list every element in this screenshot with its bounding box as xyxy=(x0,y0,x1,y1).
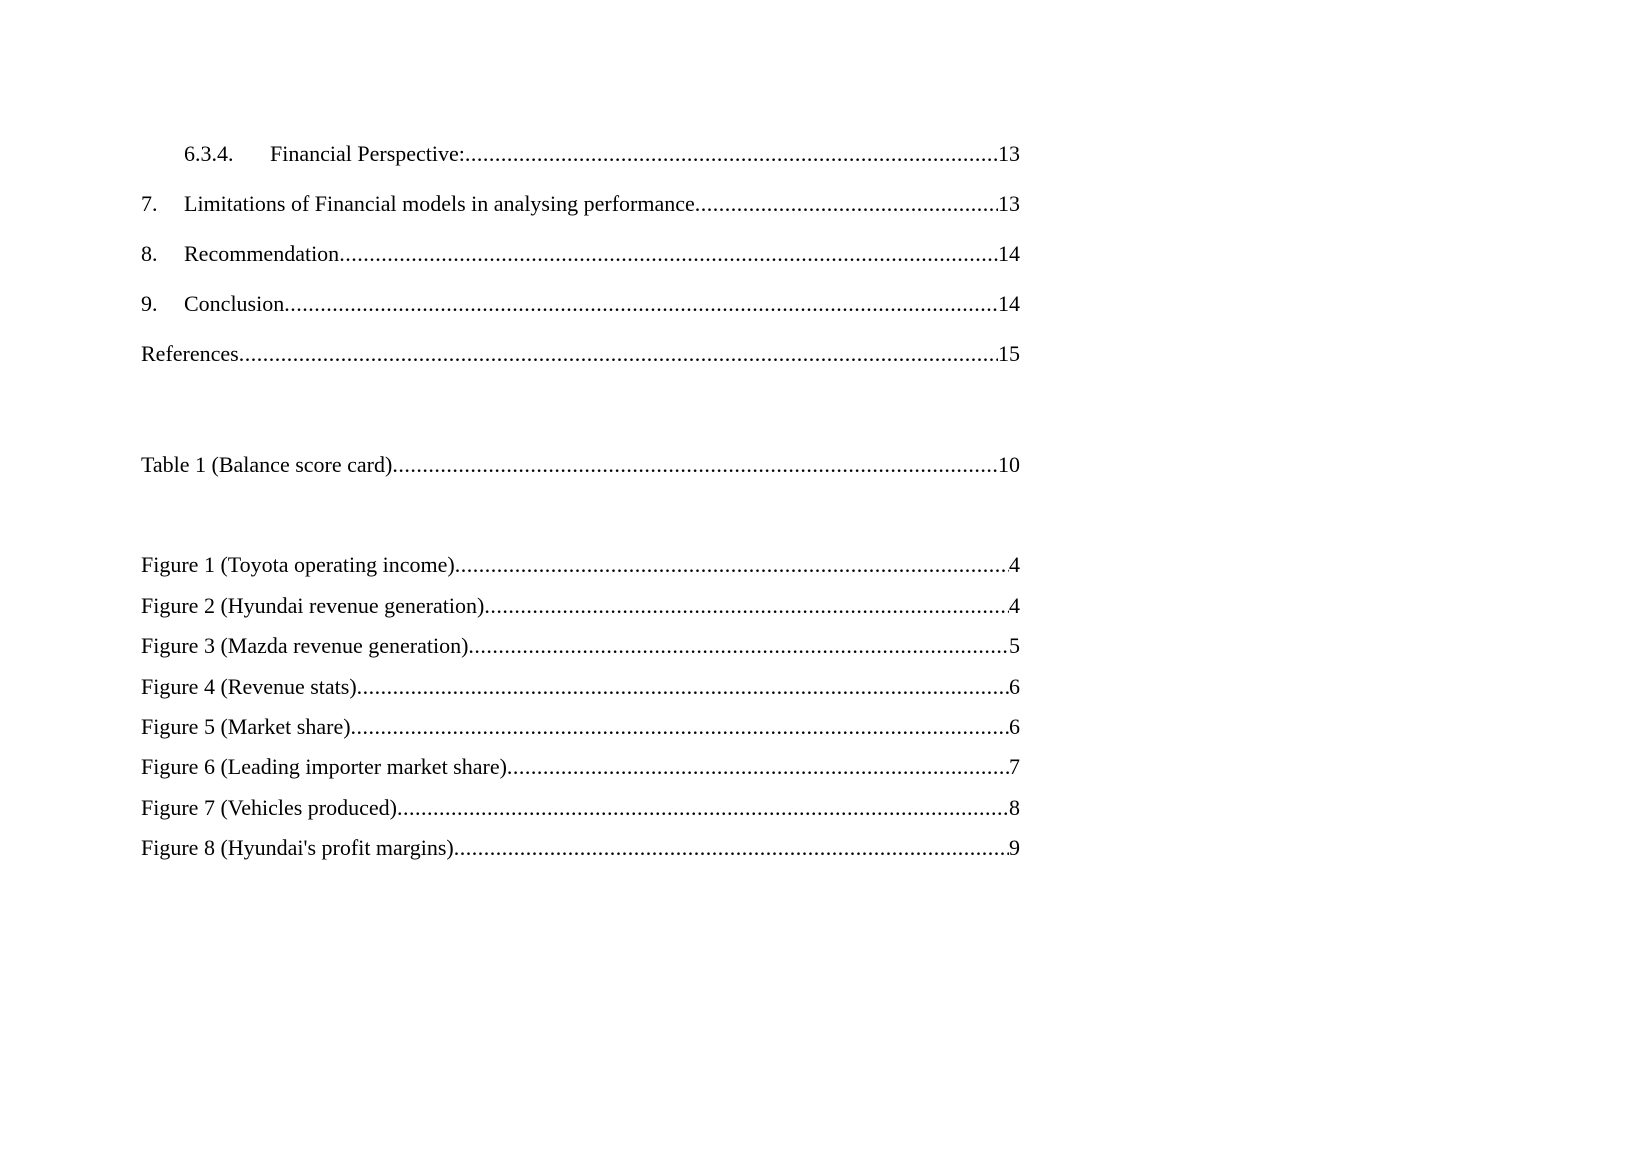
toc-entry-title: Conclusion xyxy=(184,291,285,316)
dot-leader xyxy=(392,450,998,480)
toc-entry-title: Limitations of Financial models in analysing performance xyxy=(184,191,695,216)
toc-entry-page: 14 xyxy=(998,241,1020,266)
dot-leader xyxy=(357,672,1009,702)
figure-list-title: Figure 1 (Toyota operating income) xyxy=(141,552,455,577)
figure-list-page: 9 xyxy=(1009,835,1020,860)
dot-leader xyxy=(397,793,1009,823)
toc-entry-7[interactable] xyxy=(141,189,1020,219)
dot-leader xyxy=(351,712,1009,742)
figure-list-title: Figure 6 (Leading importer market share) xyxy=(141,754,507,779)
table-list-page: 10 xyxy=(998,452,1020,477)
toc-entry-page: 13 xyxy=(998,191,1020,216)
figure-list-entry-2[interactable] xyxy=(141,591,1020,621)
figure-list-page: 7 xyxy=(1009,754,1020,779)
toc-entry-8[interactable] xyxy=(141,239,1020,269)
toc-entry-page: 15 xyxy=(998,341,1020,366)
figure-list-page: 4 xyxy=(1009,552,1020,577)
toc-entry-6-3-4[interactable] xyxy=(141,139,1020,169)
dot-leader xyxy=(455,550,1009,580)
toc-entry-number: 6.3.4. xyxy=(184,141,234,166)
figure-list-page: 4 xyxy=(1009,593,1020,618)
toc-entry-references[interactable] xyxy=(141,339,1020,369)
figure-list-entry-8[interactable] xyxy=(141,833,1020,863)
figure-list-title: Figure 2 (Hyundai revenue generation) xyxy=(141,593,485,618)
table-list-title: Table 1 (Balance score card) xyxy=(141,452,393,477)
figure-list-page: 6 xyxy=(1009,674,1020,699)
figure-list-title: Figure 5 (Market share) xyxy=(141,714,351,739)
figure-list-entry-3[interactable] xyxy=(141,631,1020,661)
dot-leader xyxy=(468,631,1009,661)
toc-entry-9[interactable] xyxy=(141,289,1020,319)
dot-leader xyxy=(695,189,998,219)
dot-leader xyxy=(454,833,1009,863)
toc-entry-title: Financial Perspective: xyxy=(270,141,465,166)
figure-list-entry-7[interactable] xyxy=(141,793,1020,823)
figure-list-entry-4[interactable] xyxy=(141,672,1020,702)
dot-leader xyxy=(239,339,998,369)
toc-entry-page: 13 xyxy=(998,141,1020,166)
toc-entry-title: Recommendation xyxy=(184,241,340,266)
figure-list-entry-5[interactable] xyxy=(141,712,1020,742)
toc-entry-number: 9. xyxy=(141,291,158,316)
dot-leader xyxy=(284,289,998,319)
toc-entry-number: 7. xyxy=(141,191,158,216)
figure-list-title: Figure 4 (Revenue stats) xyxy=(141,674,357,699)
figure-list-page: 5 xyxy=(1009,633,1020,658)
figure-list-title: Figure 8 (Hyundai's profit margins) xyxy=(141,835,454,860)
dot-leader xyxy=(507,752,1009,782)
dot-leader xyxy=(484,591,1009,621)
toc-entry-title: References xyxy=(141,341,239,366)
figure-list-title: Figure 3 (Mazda revenue generation) xyxy=(141,633,469,658)
figure-list-title: Figure 7 (Vehicles produced) xyxy=(141,795,397,820)
figure-list-page: 6 xyxy=(1009,714,1020,739)
dot-leader xyxy=(465,139,998,169)
figure-list-page: 8 xyxy=(1009,795,1020,820)
figure-list-entry-1[interactable] xyxy=(141,550,1020,580)
dot-leader xyxy=(339,239,998,269)
figure-list-entry-6[interactable] xyxy=(141,752,1020,782)
toc-entry-number: 8. xyxy=(141,241,158,266)
table-list-entry-1[interactable] xyxy=(141,450,1020,480)
toc-entry-page: 14 xyxy=(998,291,1020,316)
